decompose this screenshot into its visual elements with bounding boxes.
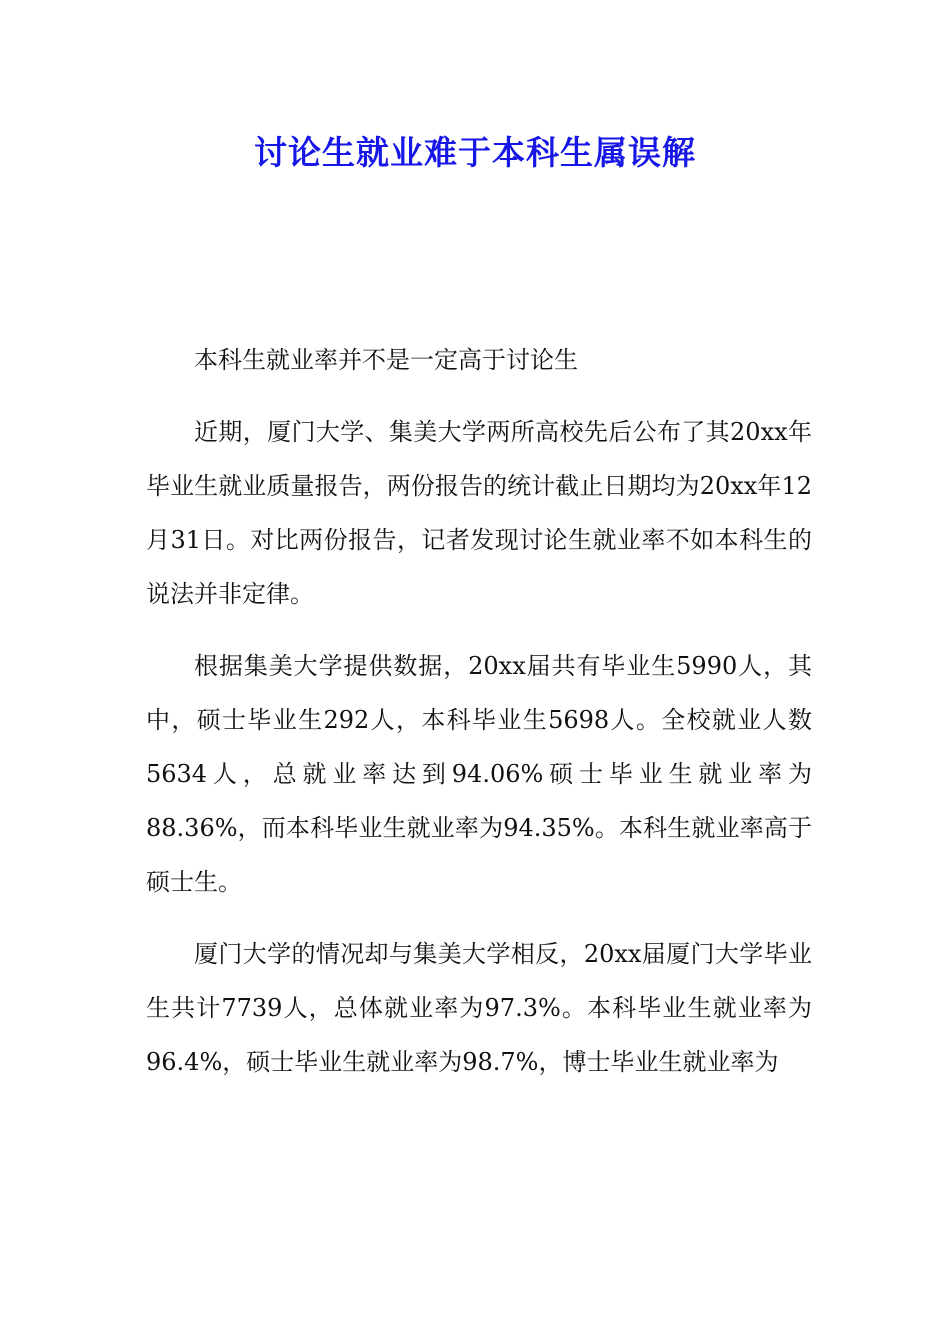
document-title: 讨论生就业难于本科生属误解 (254, 133, 696, 172)
paragraph-3: 根据集美大学提供数据，20xx届共有毕业生5990人，其中，硕士毕业生292人，本科毕业生5698人。全校就业人数5634人，总就业率达到94.06%硕士毕业生就业率为88.36%，而本科毕业生就业率为94.35%。本科生就业率高于硕士生。 (146, 652, 812, 896)
paragraph-2: 近期，厦门大学、集美大学两所高校先后公布了其20xx年毕业生就业质量报告，两份报告的统计截止日期均为20xx年12月31日。对比两份报告，记者发现讨论生就业率不如本科生的说法并非定律。 (146, 418, 812, 608)
paragraph-4: 厦门大学的情况却与集美大学相反，20xx届厦门大学毕业生共计7739人，总体就业率为97.3%。本科毕业生就业率为96.4%，硕士毕业生就业率为98.7%，博士毕业生就业率为 (146, 940, 812, 1076)
paragraph-1: 本科生就业率并不是一定高于讨论生 (194, 346, 578, 374)
document-body (146, 333, 812, 1089)
